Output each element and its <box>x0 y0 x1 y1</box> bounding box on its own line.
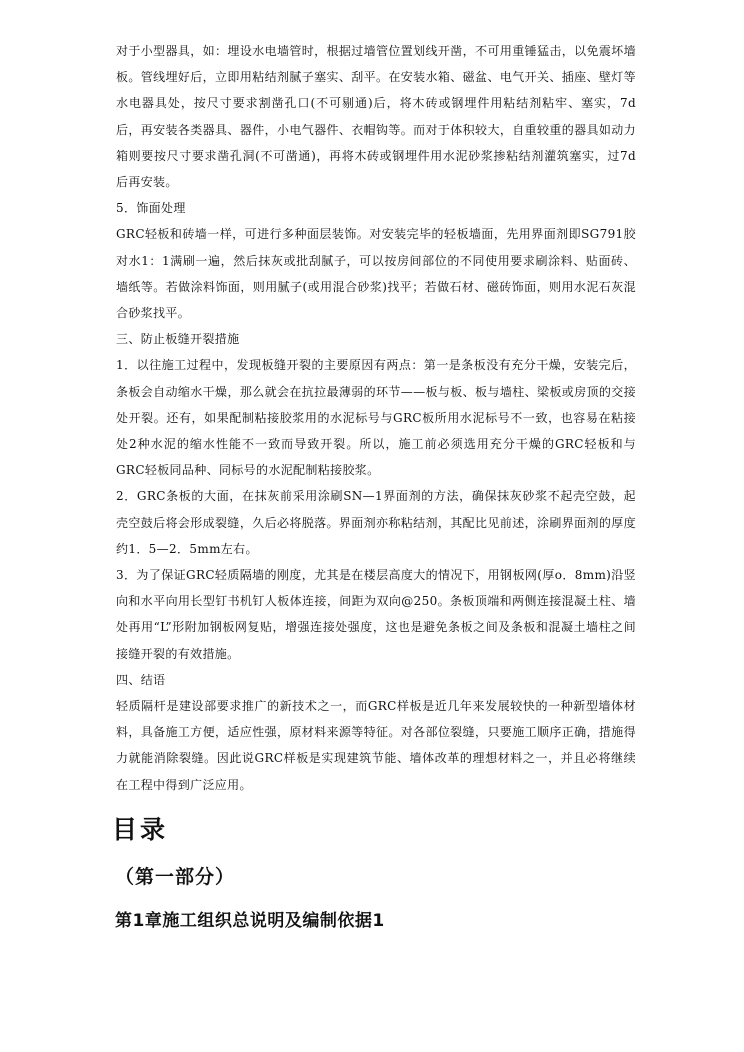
section-heading-finish: 5．饰面处理 <box>116 201 186 216</box>
paragraph-crack-cause: 1．以往施工过程中，发现板缝开裂的主要原因有两点：第一是条板没有充分干燥，安装完后，条板会自动缩水干燥，那么就会在抗拉最薄弱的环节——板与板、板与墙柱、梁板或房顶的交接处开裂。还有，如果配制粘接胶浆用的水泥标号与GRC板所用水泥标号不一致，也容易在粘接处2种水泥的缩水性能不一致而导致开裂。所以，施工前必须选用充分干燥的GRC轻板和与GRC轻板同品种、同标号的水泥配制粘接胶浆。 <box>116 358 636 478</box>
body-text <box>116 38 636 798</box>
paragraph-conclusion: 轻质隔杆是建设部要求推广的新技术之一，而GRC样板是近几年来发展较快的一种新型墙体材料，具备施工方便，适应性强，原材料来源等特征。对各部位裂缝，只要施工顺序正确，措施得力就能消除裂缝。因此说GRC样板是实现建筑节能、墙体改革的理想材料之一，并且必将继续在工程中得到广泛应用。 <box>116 699 636 792</box>
section-heading-conclusion: 四、结语 <box>116 672 166 687</box>
section-heading-crack-prevention: 三、防止板缝开裂措施 <box>116 332 240 347</box>
toc-chapter-entry: 第1章施工组织总说明及编制依据1 <box>115 911 385 931</box>
paragraph-interface-agent: 2．GRC条板的大面，在抹灰前采用涂刷SN—1界面剂的方法，确保抹灰砂浆不起壳空鼓，起壳空鼓后将会形成裂缝，久后必将脱落。界面剂亦称粘结剂，其配比见前述，涂刷界面剂的厚度约1．5—2．5mm左右。 <box>116 489 636 556</box>
toc-part-heading: （第一部分） <box>115 866 236 888</box>
toc-title: 目录 <box>112 815 169 844</box>
paragraph-finish-treatment: GRC轻板和砖墙一样，可进行多种面层装饰。对安装完毕的轻板墙面，先用界面剂即SG791胶对水1：1满刷一遍，然后抹灰或批刮腻子，可以按房间部位的不同使用要求刷涂料、贴面砖、墙纸等。若做涂料饰面，则用腻子(或用混合砂浆)找平；若做石材、磁砖饰面，则用水泥石灰混合砂浆找平。 <box>116 227 636 321</box>
paragraph-fixture-installation: 对于小型器具，如：埋设水电墙管时，根据过墙管位置划线开凿，不可用重锤猛击，以免震坏墙板。管线埋好后，立即用粘结剂腻子塞实、刮平。在安装水箱、磁盆、电气开关、插座、壁灯等水电器具处，按尺寸要求割凿孔口(不可剔通)后，将木砖或钢埋件用粘结剂粘牢、塞实，7d后，再安装各类器具、器件，小电气器件、衣帽钩等。而对于体积较大，自重较重的器具如动力箱则要按尺寸要求凿孔洞(不可凿通)，再将木砖或钢埋件用水泥砂浆掺粘结剂灌筑塞实，过7d后再安装。 <box>116 44 636 190</box>
paragraph-steel-mesh: 3．为了保证GRC轻质隔墙的刚度，尤其是在楼层高度大的情况下，用钢板网(厚o．8mm)沿竖向和水平向用长型钉书机钉人板体连接，间距为双向@250。条板顶端和两侧连接混凝土柱、墙处再用“L”形附加钢板网复贴，增强连接处强度，这也是避免条板之间及条板和混凝土墙柱之间接缝开裂的有效措施。 <box>116 568 636 661</box>
